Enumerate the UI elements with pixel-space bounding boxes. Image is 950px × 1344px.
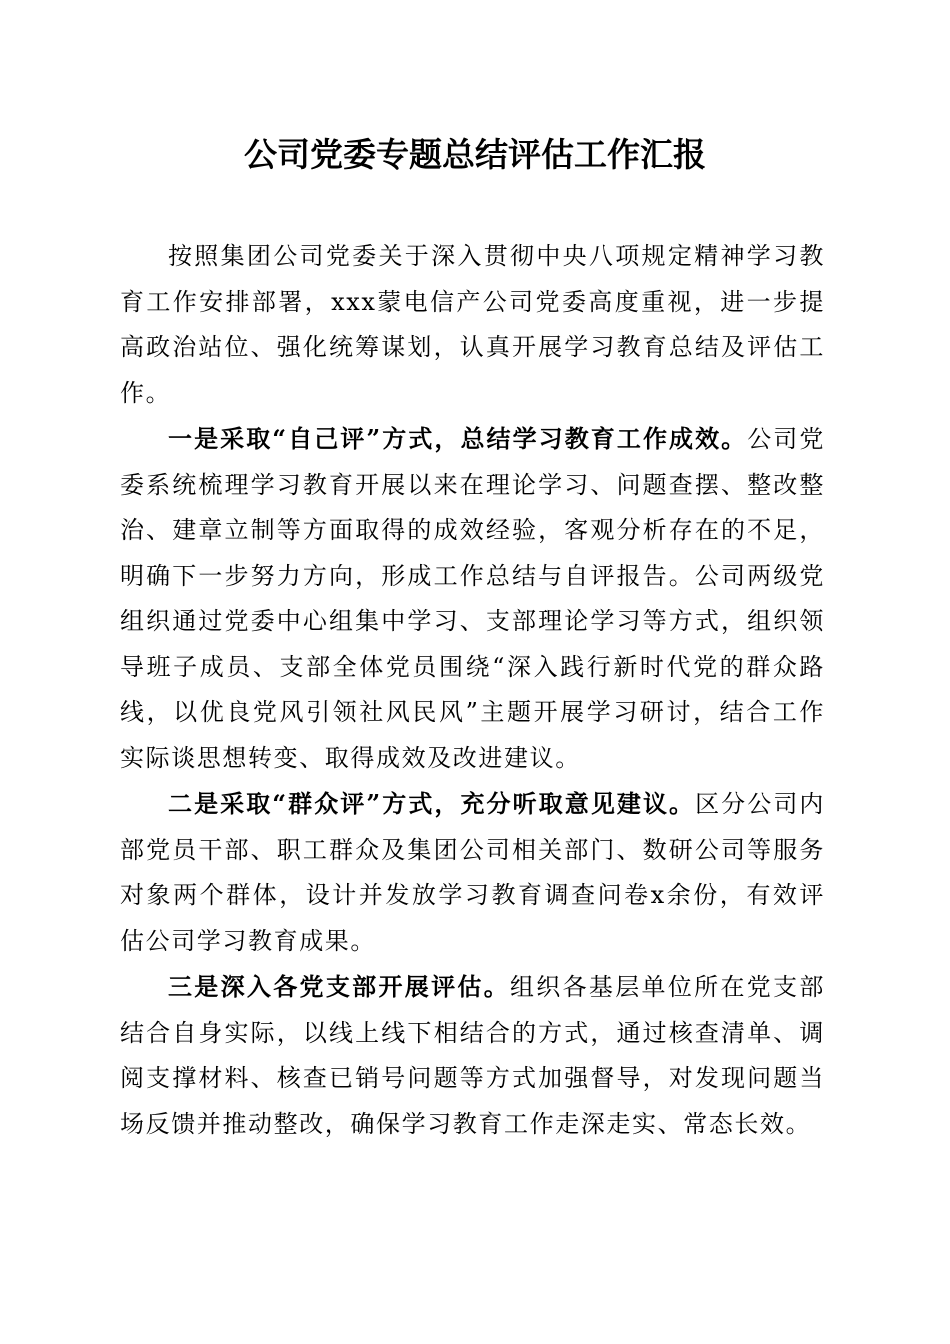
paragraph-self-evaluation <box>120 416 825 781</box>
paragraph-self-evaluation-lead: 一是采取“自己评”方式，总结学习教育工作成效。 <box>168 424 748 453</box>
paragraph-intro <box>120 233 825 416</box>
paragraph-branch-evaluation-text: 组织各基层单位所在党支部结合自身实际，以线上线下相结合的方式，通过核查清单、调阅支撑材料、核查已销号问题等方式加强督导，对发现问题当场反馈并推动整改，确保学习教育工作走深走实、常态长效。 <box>120 973 825 1138</box>
document-body <box>120 233 825 1147</box>
document-title: 公司党委专题总结评估工作汇报 <box>244 135 706 174</box>
paragraph-branch-evaluation <box>120 964 825 1147</box>
paragraph-branch-evaluation-lead: 三是深入各党支部开展评估。 <box>168 972 510 1001</box>
paragraph-mass-evaluation-text: 区分公司内部党员干部、职工群众及集团公司相关部门、数研公司等服务对象两个群体，设计并发放学习教育调查问卷x余份，有效评估公司学习教育成果。 <box>120 790 825 955</box>
paragraph-self-evaluation-text: 公司党委系统梳理学习教育开展以来在理论学习、问题查摆、整改整治、建章立制等方面取得的成效经验，客观分析存在的不足，明确下一步努力方向，形成工作总结与自评报告。公司两级党组织通过党委中心组集中学习、支部理论学习等方式，组织领导班子成员、支部全体党员围绕“深入践行新时代党的群众路线，以优良党风引领社风民风”主题开展学习研讨，结合工作实际谈思想转变、取得成效及改进建议。 <box>120 425 825 772</box>
paragraph-mass-evaluation-lead: 二是采取“群众评”方式，充分听取意见建议。 <box>168 789 696 818</box>
paragraph-intro-text: 按照集团公司党委关于深入贯彻中央八项规定精神学习教育工作安排部署，xxx蒙电信产公司党委高度重视，进一步提高政治站位、强化统筹谋划，认真开展学习教育总结及评估工作。 <box>120 242 825 407</box>
paragraph-mass-evaluation <box>120 781 825 964</box>
